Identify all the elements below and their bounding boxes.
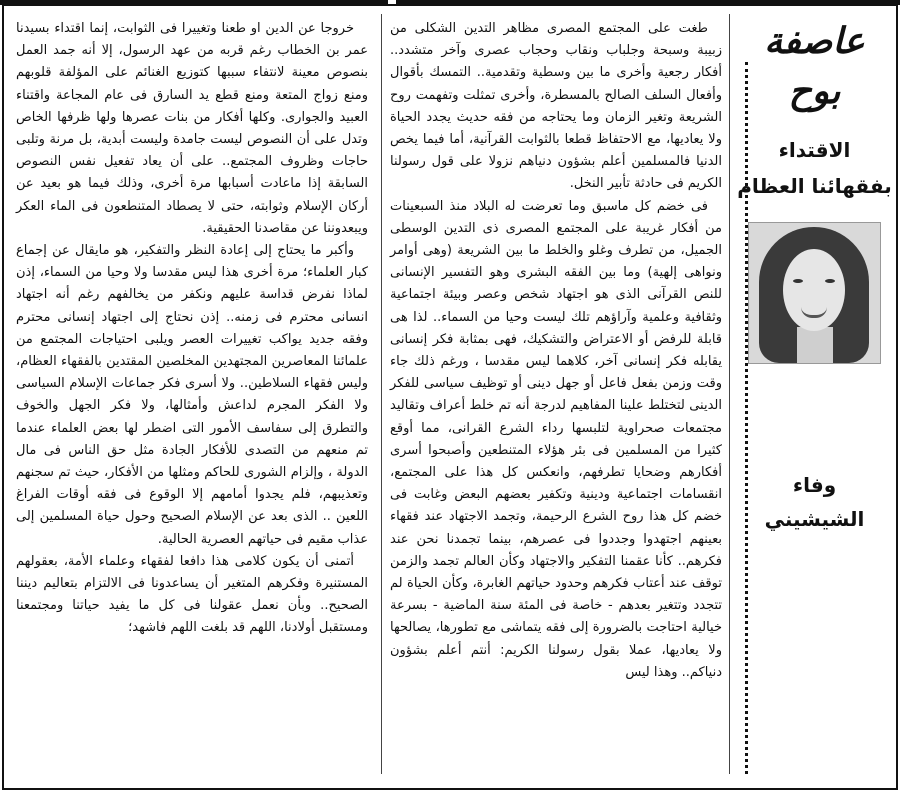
photo-neck [797, 327, 833, 364]
column-sidebar [737, 10, 892, 536]
article-paragraph: خروجا عن الدين او طعنا وتغييرا فى الثوابت، إنما اقتداء بسيدنا عمر بن الخطاب رغم قربه من عهد الرسول، إلا أنه جمد العمل بنصوص معينة لانتفاء سببها كتوزيع الغنائم على المؤلفة قلوبهم ومنع زواج المتعة ومنع قطع يد السارق فى عام المجاعة واقتناء العبيد والجوارى. وكلها أفكار من بنات عصرها ولها ظرفها الخاص وتدل على أن النصوص ليست جامدة وليست أبدية، بل مرنة وتلبى حاجات وظروف المجتمع.. على أن يعاد تفعيل نفس النصوص السابقة إذا ماعادت أسبابها مرة أخرى، وذلك فيما هو بعيد عن أركان الإسلام وثوابته، حتى لا يصطاد المتنطعون فى الماء العكر ويبعدوننا عن مقاصدنا الحقيقية. [16, 21, 368, 236]
column-divider-left [381, 14, 382, 774]
photo-eye-right [825, 279, 835, 283]
author-last-name: الشيشيني [764, 507, 865, 531]
headline-line-1: الاقتداء [778, 138, 851, 162]
headline [737, 132, 892, 204]
article-paragraph: وأكبر ما يحتاج إلى إعادة النظر والتفكير، هو مايقال عن إجماع كبار العلماء؛ مرة أخرى هذا ليس مقدسا ولا وحيا من السماء، إذن لماذا نفرض قداسة عليهم ونكفر من يخالفهم رغم أنه اجتهاد انسانى محترم فى زمنه.. إذن نحتاج إلى اجتهاد إنسانى محترم وفقه جديد يواكب تغييرات العصر ويلبى احتياجات المجتمع من علمائنا المعاصرين المجتهدين المخلصين المقتدين بالفقهاء العظام، وليس فقهاء السلاطين.. ولا أسرى فكر جماعات الإسلام السياسى ولا الفكر المجرم لداعش وأمثالها، ولا فكر الجهل والخوف والتطرق إلى سفاسف الأمور التى اضطر لها بعض العلماء عندما تم منعهم من التصدى للأفكار الجادة مثل حق الناس فى مال الدولة ، وإلزام الشورى للحاكم ومثلها من الأفكار، حيث تم سجنهم وتعذيبهم، فلم يجدوا أمامهم إلا الوقوع فى فقه أوقات الفراغ اللعين .. الذى بعد عن الإسلام الصحيح وحول حياة المسلمين إلى عذاب مقيم فى حياتهم العصرية الحالية. [16, 243, 368, 547]
article-paragraph: أتمنى أن يكون كلامى هذا دافعا لفقهاء وعلماء الأمة، بعقولهم المستنيرة وفكرهم المتغير أن يساعدونا فى الالتزام بتعاليم ديننا الصحيح.. وبأن نعمل عقولنا فى كل ما يفيد حياتنا ومجتمعنا ومستقبل أولادنا، اللهم قد بلغت اللهم فاشهد؛ [16, 553, 368, 636]
photo-eye-left [793, 279, 803, 283]
author-photo [748, 222, 881, 364]
article-paragraph: طغت على المجتمع المصرى مظاهر التدين الشكلى من زبيبة وسبحة وجلباب ونقاب وحجاب عصرى وآخر متشدد.. أفكار رجعية وأخرى ما بين وسطية وتقدمية.. التمسك بأقوال وأفعال السلف الصالح بالمسطرة، وأخرى تمثلت وتفهمت روح الشريعة وتغير الزمان وما يحتاجه من فقه حديث يجدد الحياة ولا يعاديها، مع الاحتفاظ قطعا بالثوابت القرآنية، أما فيما يخص الدنيا فالمسلمين أعلم بشؤون دنياهم نزولا على قول رسولنا الكريم فى حادثة تأبير النخل. [390, 21, 722, 192]
author-name [737, 468, 892, 536]
article-paragraph: فى خضم كل ماسبق وما تعرضت له البلاد منذ السبعينات من أفكار غريبة على المجتمع المصرى ذى التدين الوسطى الجميل، من تطرف وغلو والخلط ما بين الشريعة (وهى أوامر ونواهى إلهية) وما بين الفقه البشرى وهو التفسير الإنسانى للنص القرآنى الذى هو اجتهاد شخص وعصر وبيئة اجتماعية وثقافية وعلمية وآراؤهم تلك ليست وحيا من السماء.. لذا هى قابلة للرفض أو الاعتراض والتشكيك، فهى بمثابة فكر إنسانى يقابله فكر إنسانى آخر، كلاهما ليس مقدسا ، ورغم ذلك جاء وقت وزمن بفعل فاعل أو جهل دينى أو توظيف سياسى للفكر الدينى لتختلط علينا المفاهيم لدرجة أنه تم خلط أعراف وتقاليد مجتمعات صحراوية لتلبسها رداء الشرع القرانى، مما أوقع كثيرا من المسلمين فى بئر هؤلاء المتنطعين وأصبحوا أسرى أفكارهم وضحايا تطرفهم، وانعكس كل هذا على المجتمع، انقسامات اجتماعية ودينية وتكفير بعضهم البعض وغابت فى خضم كل هذا روح الشرع الرحيمة، وتجمد الاجتهاد عند فقهاء بعينهم اجتهدوا وجددوا فى عصرهم، بينما تجمدنا نحن عند فكرهم.. كأنا عقمنا التفكير والاجتهاد وكأن العالم تجمد والزمن توقف عند أعتاب فكرهم وحدود حياتهم الغابرة، وكأن الحياة لم تتجدد وتتغير بعدهم - خاصة فى المئة سنة الماضية - بسرعة خيالية احتاجت بالضرورة إلى فقه يتماشى مع تطورها، يصالحها ولا يعاديها، عملا بقول رسولنا الكريم: أنتم أعلم بشؤون دنياكم.. وهذا ليس [390, 198, 722, 680]
article-column-left [16, 18, 368, 640]
column-divider-right [729, 14, 730, 774]
sidebar-dotted-rule [745, 62, 748, 774]
author-first-name: وفاء [792, 473, 837, 497]
article-column-right [390, 18, 722, 684]
headline-line-2: بفقهائنا العظام [737, 174, 892, 198]
photo-face [783, 249, 845, 331]
column-name: عاصفة بوح [764, 20, 865, 112]
